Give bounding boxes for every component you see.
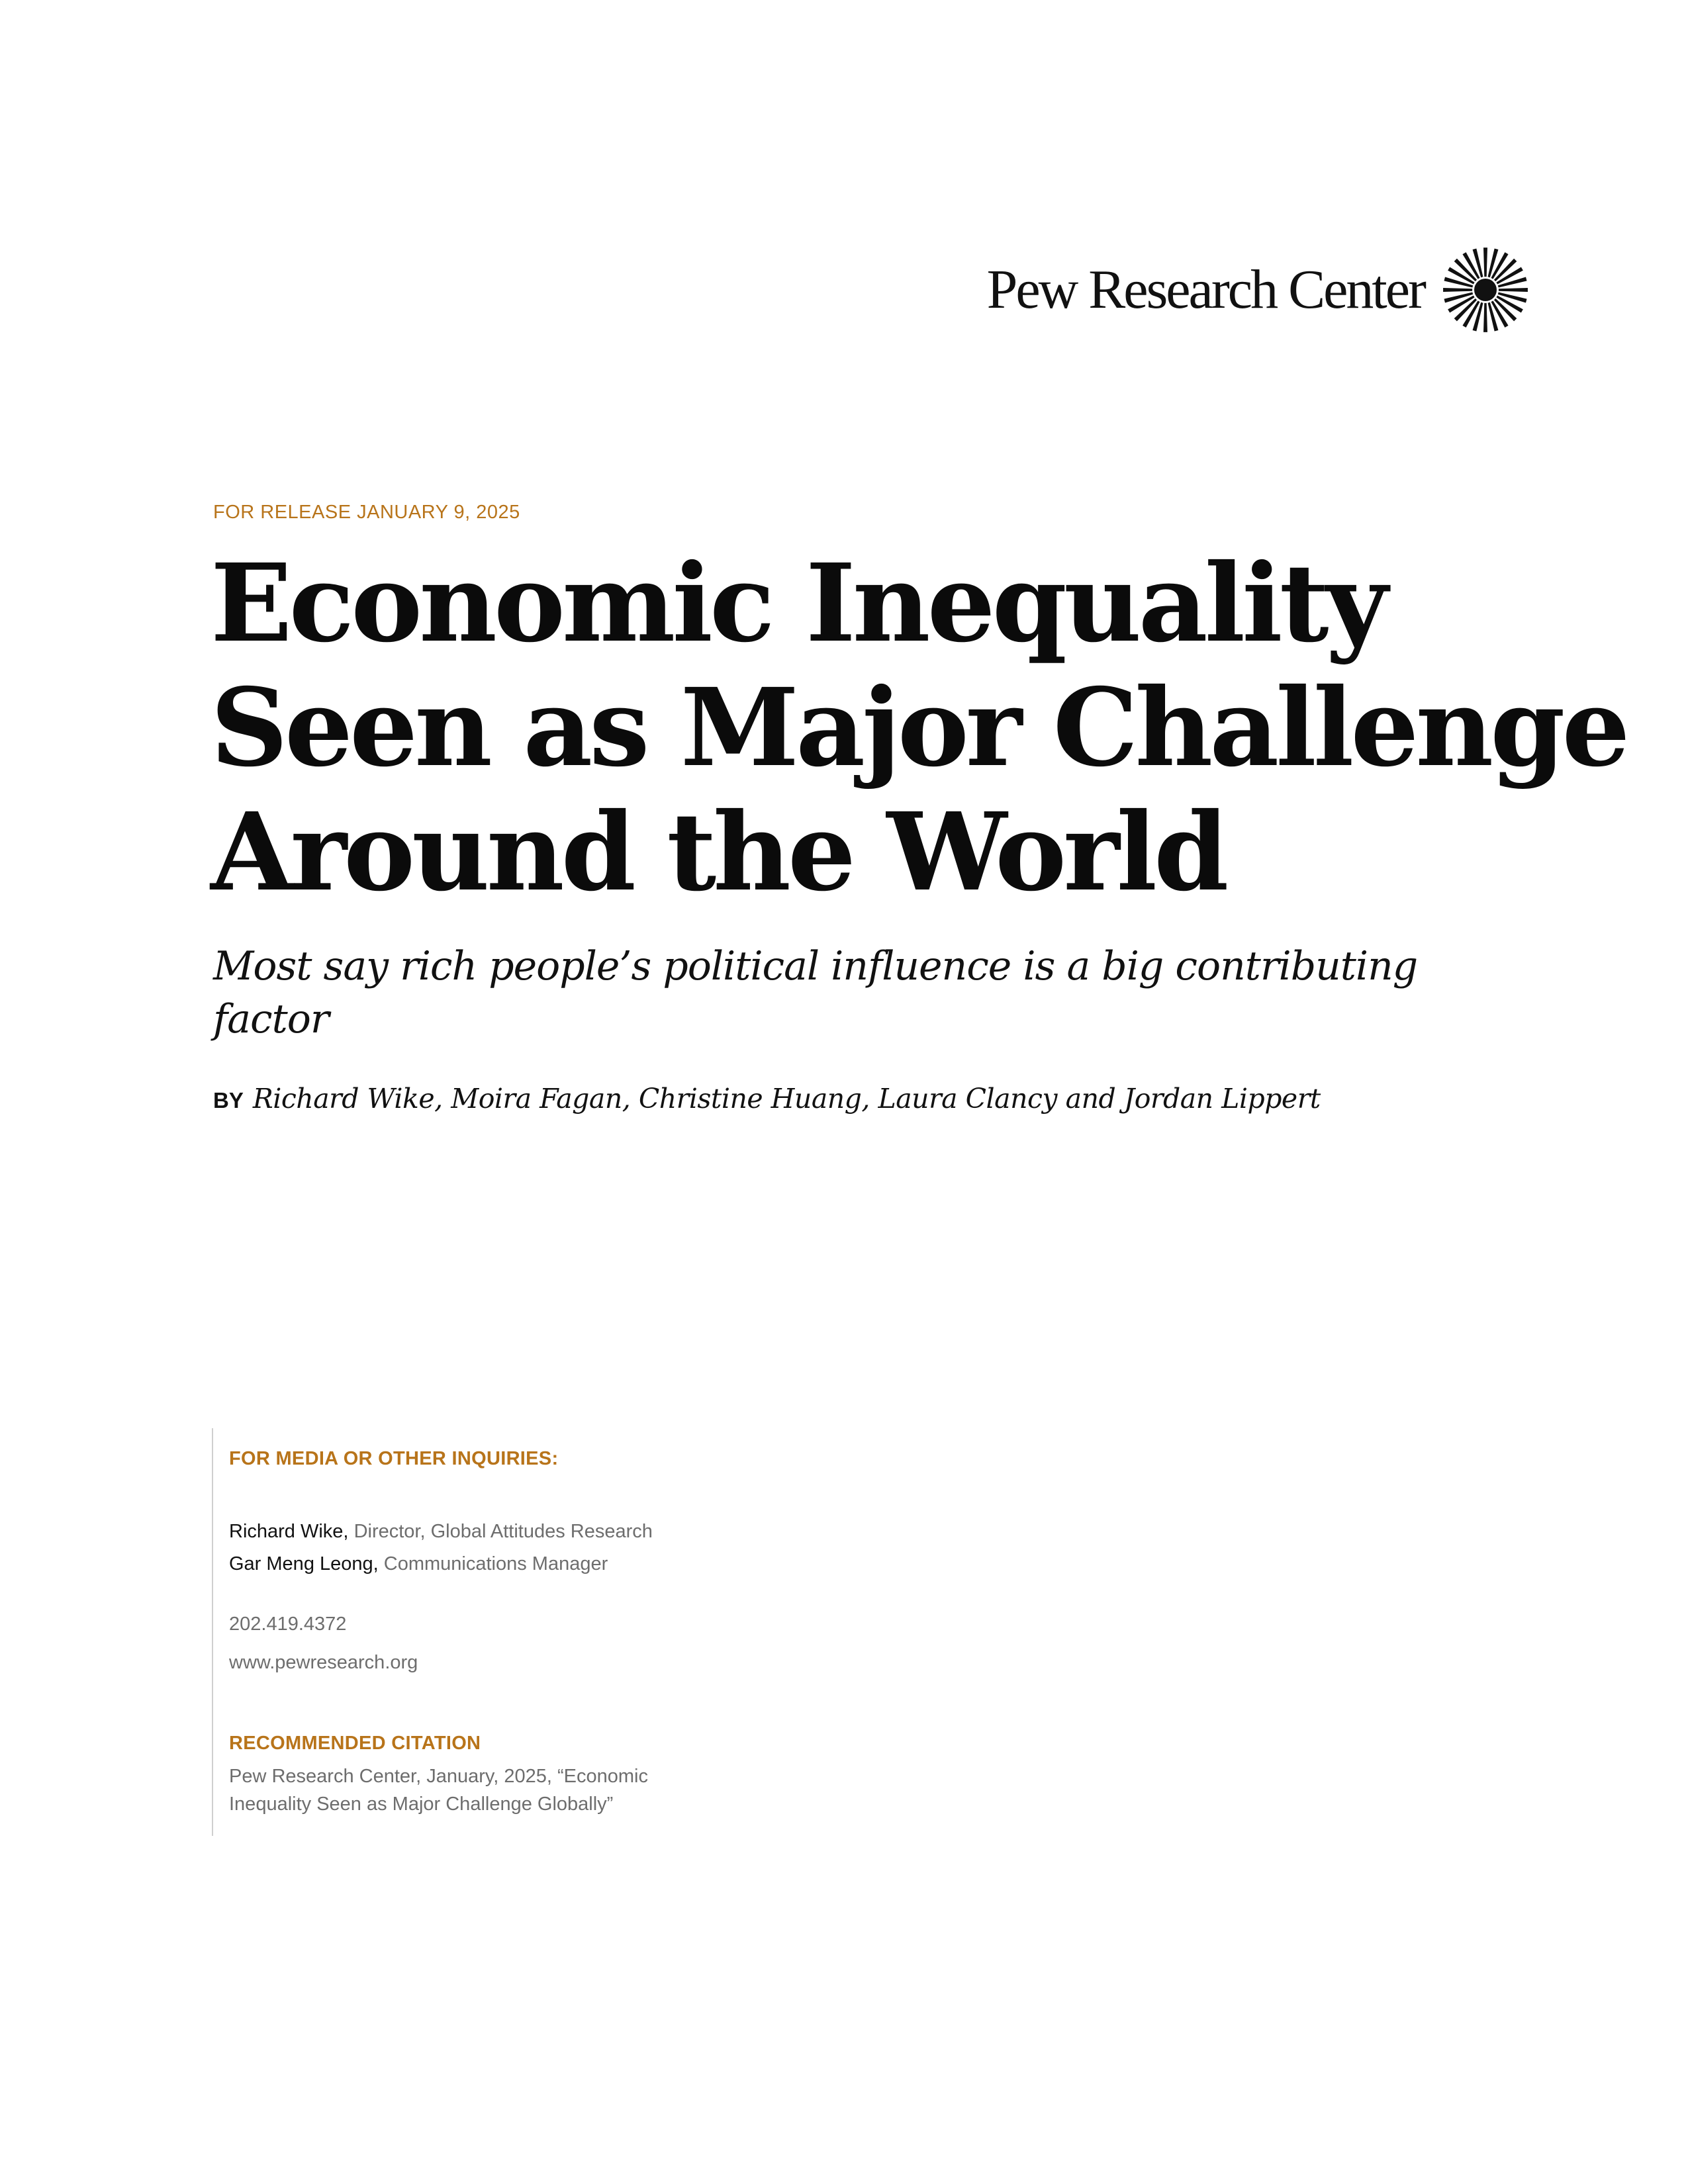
citation-heading: RECOMMENDED CITATION <box>229 1733 481 1754</box>
pew-logo <box>987 246 1529 334</box>
contact-name: Richard Wike, <box>229 1521 349 1542</box>
title-line-3: Around the World <box>211 790 1226 915</box>
phone-number: 202.419.4372 <box>229 1614 347 1635</box>
contact-role: Director, Global Attitudes Research <box>353 1521 653 1542</box>
citation-text: Pew Research Center, January, 2025, “Economic Inequality Seen as Major Challenge Globally” <box>229 1766 648 1815</box>
title-line-1: Economic Inequality <box>211 541 1385 666</box>
report-subtitle: Most say rich people’s political influence is a big contributing factor <box>213 943 1418 1042</box>
byline <box>213 1083 1537 1115</box>
contact-role: Communications Manager <box>383 1553 608 1574</box>
logo-wordmark: Pew Research Center <box>986 259 1425 320</box>
release-date: FOR RELEASE JANUARY 9, 2025 <box>213 502 520 523</box>
media-inquiries-box <box>212 1428 891 1836</box>
sunburst-logo-icon <box>1442 246 1529 334</box>
inquiries-heading: FOR MEDIA OR OTHER INQUIRIES: <box>229 1448 559 1469</box>
byline-authors: Richard Wike, Moira Fagan, Christine Huang, Laura Clancy and Jordan Lippert <box>252 1083 1321 1115</box>
website-link[interactable]: www.pewresearch.org <box>229 1652 418 1673</box>
contact-name: Gar Meng Leong, <box>229 1553 379 1574</box>
byline-prefix: BY <box>213 1088 244 1113</box>
title-line-2: Seen as Major Challenge <box>211 665 1627 791</box>
report-title <box>211 541 1627 915</box>
contact-gar-meng-leong <box>229 1553 608 1575</box>
contact-richard-wike <box>229 1521 653 1543</box>
